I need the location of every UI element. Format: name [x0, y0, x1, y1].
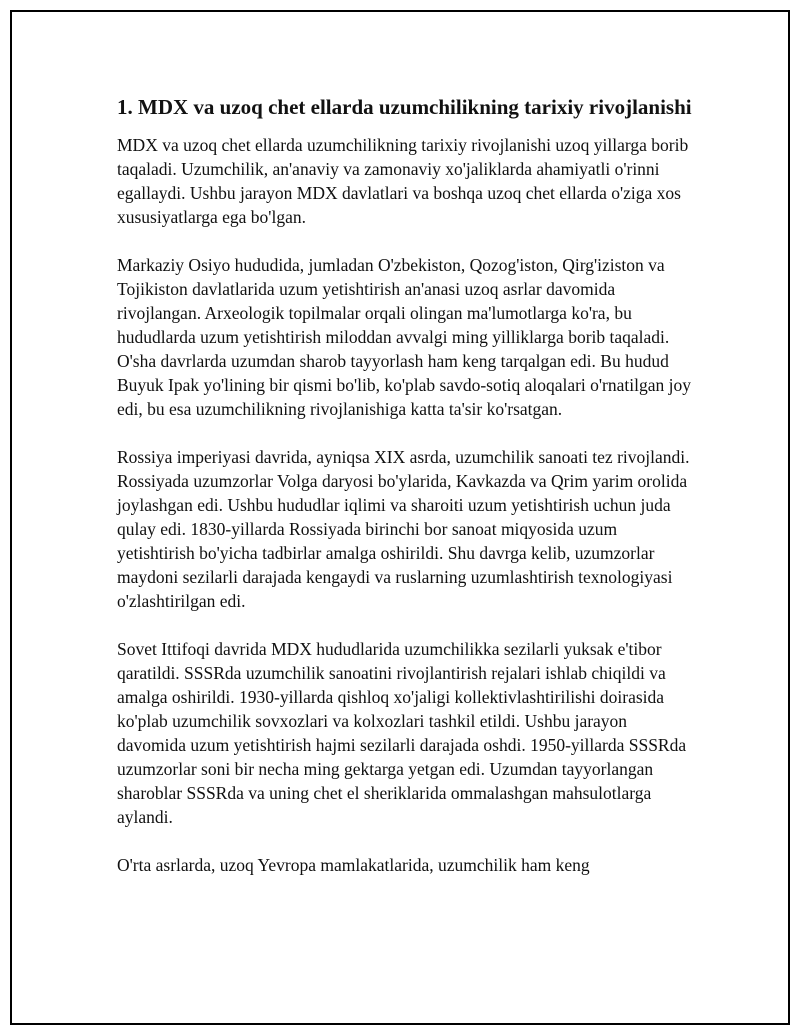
- paragraph: Rossiya imperiyasi davrida, ayniqsa XIX asrda, uzumchilik sanoati tez rivojlandi. Rossiyada uzumzorlar Volga daryosi bo'ylarida, Kavkazda va Qrim yarim orolida joylashgan edi. Ushbu hududlar iqlimi va sharoiti uzum yetishtirish uchun juda qulay edi. 1830-yillarda Rossiyada birinchi bor sanoat miqyosida uzum yetishtirish bo'yicha tadbirlar amalga oshirildi. Shu davrga kelib, uzumzorlar maydoni sezilarli darajada kengaydi va ruslarning uzumlashtirish texnologiyasi o'zlashtirilgan edi.: [117, 447, 690, 611]
- paragraph: Sovet Ittifoqi davrida MDX hududlarida uzumchilikka sezilarli yuksak e'tibor qaratildi. SSSRda uzumchilik sanoatini rivojlantirish rejalari ishlab chiqildi va amalga oshirildi. 1930-yillarda qishloq xo'jaligi kollektivlashtirilishi doirasida ko'plab uzumchilik sovxozlari va kolxozlari tashkil etildi. Ushbu jarayon davomida uzum yetishtirish hajmi sezilarli darajada oshdi. 1950-yillarda SSSRda uzumzorlar soni bir necha ming gektarga yetgan edi. Uzumdan tayyorlangan sharoblar SSSRda va uning chet el sheriklarida ommalashgan mahsulotlarga aylandi.: [117, 639, 687, 827]
- document-title: 1. MDX va uzoq chet ellarda uzumchilikning tarixiy rivojlanishi: [117, 95, 692, 119]
- paragraph: MDX va uzoq chet ellarda uzumchilikning tarixiy rivojlanishi uzoq yillarga borib taqaladi. Uzumchilik, an'anaviy va zamonaviy xo'jaliklarda ahamiyatli o'rinni egallaydi. Ushbu jarayon MDX davlatlari va boshqa uzoq chet ellarda o'ziga xos xususiyatlarga ega bo'lgan.: [117, 135, 689, 227]
- document-body: [117, 93, 697, 877]
- paragraph: O'rta asrlarda, uzoq Yevropa mamlakatlarida, uzumchilik ham keng: [117, 855, 590, 875]
- paragraph: Markaziy Osiyo hududida, jumladan O'zbekiston, Qozog'iston, Qirg'iziston va Tojikiston davlatlarida uzum yetishtirish an'anasi uzoq asrlar davomida rivojlangan. Arxeologik topilmalar orqali olingan ma'lumotlarga ko'ra, bu hududlarda uzum yetishtirish miloddan avvalgi ming yilliklarga borib taqaladi. O'sha davrlarda uzumdan sharob tayyorlash ham keng tarqalgan edi. Bu hudud Buyuk Ipak yo'lining bir qismi bo'lib, ko'plab savdo-sotiq aloqalari o'rnatilgan joy edi, bu esa uzumchilikning rivojlanishiga katta ta'sir ko'rsatgan.: [117, 255, 691, 419]
